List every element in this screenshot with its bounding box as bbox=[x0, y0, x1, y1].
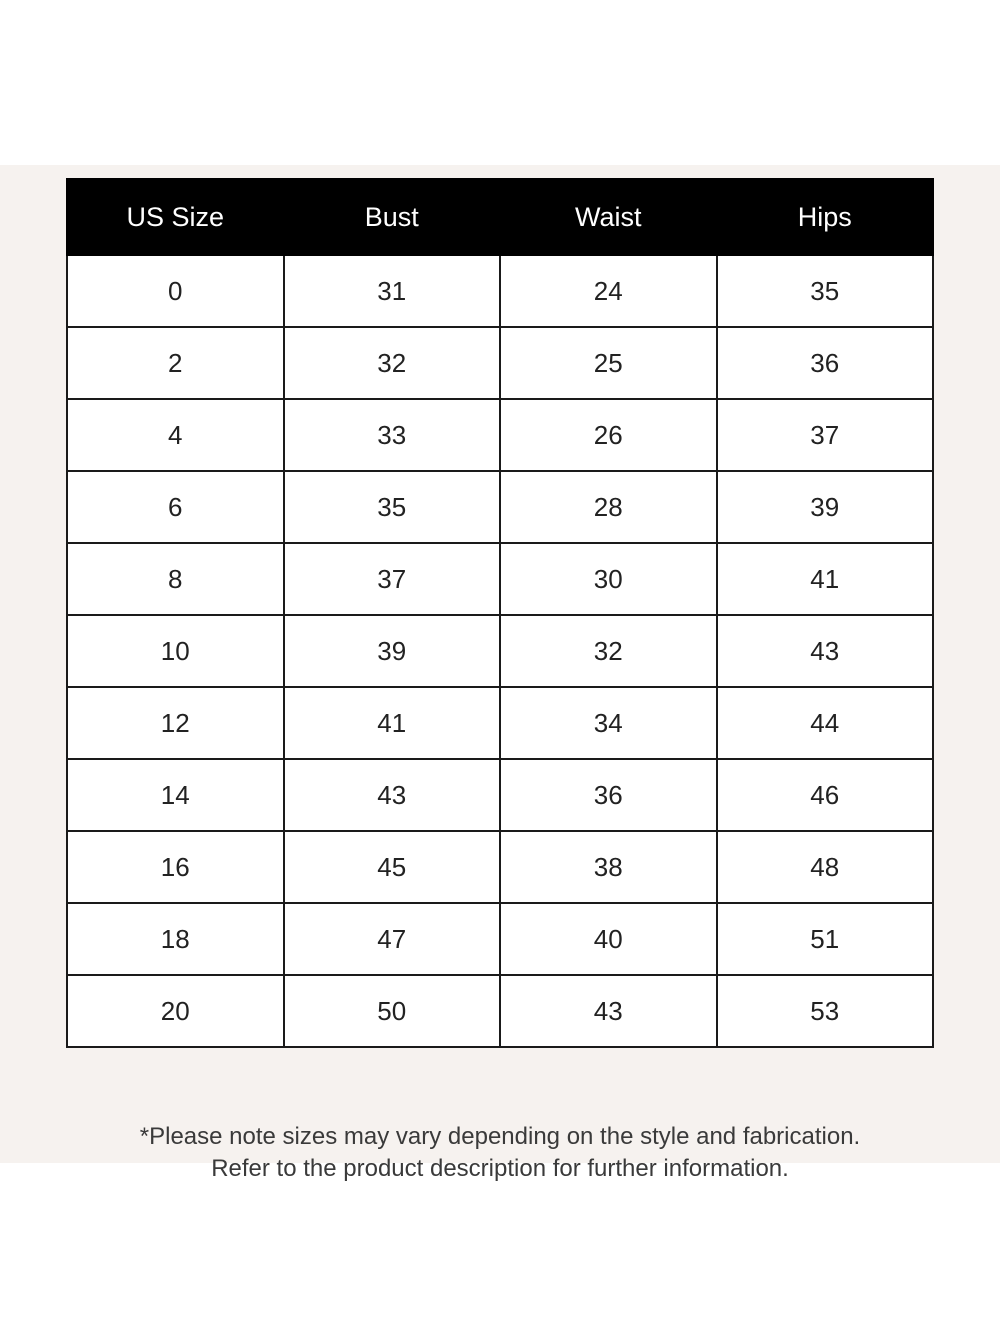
table-row bbox=[67, 759, 933, 831]
cell-hips: 37 bbox=[717, 399, 934, 471]
cell-us-size: 8 bbox=[67, 543, 284, 615]
cell-bust: 39 bbox=[284, 615, 501, 687]
header-us-size: US Size bbox=[67, 179, 284, 255]
cell-hips: 43 bbox=[717, 615, 934, 687]
cell-waist: 34 bbox=[500, 687, 717, 759]
header-waist: Waist bbox=[500, 179, 717, 255]
cell-bust: 31 bbox=[284, 255, 501, 327]
cell-hips: 44 bbox=[717, 687, 934, 759]
size-note-continued: Refer to the product description for further information. bbox=[211, 1155, 789, 1182]
cell-us-size: 16 bbox=[67, 831, 284, 903]
table-row bbox=[67, 687, 933, 759]
cell-waist: 28 bbox=[500, 471, 717, 543]
cell-waist: 26 bbox=[500, 399, 717, 471]
cell-waist: 36 bbox=[500, 759, 717, 831]
size-note: *Please note sizes may vary depending on the style and fabrication. bbox=[139, 1123, 861, 1150]
cell-bust: 50 bbox=[284, 975, 501, 1047]
size-chart-panel bbox=[0, 165, 1000, 1182]
cell-us-size: 14 bbox=[67, 759, 284, 831]
cell-hips: 41 bbox=[717, 543, 934, 615]
cell-bust: 35 bbox=[284, 471, 501, 543]
cell-waist: 30 bbox=[500, 543, 717, 615]
table-header-row bbox=[67, 179, 933, 255]
table-row bbox=[67, 831, 933, 903]
cell-hips: 35 bbox=[717, 255, 934, 327]
table-body bbox=[67, 255, 933, 1047]
header-hips: Hips bbox=[717, 179, 934, 255]
cell-hips: 48 bbox=[717, 831, 934, 903]
cell-us-size: 10 bbox=[67, 615, 284, 687]
cell-hips: 39 bbox=[717, 471, 934, 543]
cell-hips: 53 bbox=[717, 975, 934, 1047]
cell-waist: 38 bbox=[500, 831, 717, 903]
size-chart-table bbox=[66, 178, 934, 1048]
cell-bust: 43 bbox=[284, 759, 501, 831]
header-bust: Bust bbox=[284, 179, 501, 255]
table-row bbox=[67, 903, 933, 975]
table-row bbox=[67, 471, 933, 543]
cell-us-size: 2 bbox=[67, 327, 284, 399]
cell-bust: 33 bbox=[284, 399, 501, 471]
cell-us-size: 4 bbox=[67, 399, 284, 471]
cell-waist: 40 bbox=[500, 903, 717, 975]
cell-bust: 47 bbox=[284, 903, 501, 975]
cell-hips: 51 bbox=[717, 903, 934, 975]
cell-waist: 43 bbox=[500, 975, 717, 1047]
cell-us-size: 20 bbox=[67, 975, 284, 1047]
cell-us-size: 0 bbox=[67, 255, 284, 327]
cell-waist: 32 bbox=[500, 615, 717, 687]
table-row bbox=[67, 255, 933, 327]
cell-hips: 36 bbox=[717, 327, 934, 399]
cell-bust: 41 bbox=[284, 687, 501, 759]
cell-hips: 46 bbox=[717, 759, 934, 831]
cell-waist: 24 bbox=[500, 255, 717, 327]
table-row bbox=[67, 327, 933, 399]
cell-us-size: 12 bbox=[67, 687, 284, 759]
cell-us-size: 6 bbox=[67, 471, 284, 543]
table-row bbox=[67, 399, 933, 471]
table-row bbox=[67, 615, 933, 687]
cell-bust: 45 bbox=[284, 831, 501, 903]
cell-waist: 25 bbox=[500, 327, 717, 399]
cell-bust: 32 bbox=[284, 327, 501, 399]
cell-bust: 37 bbox=[284, 543, 501, 615]
table-row bbox=[67, 975, 933, 1047]
cell-us-size: 18 bbox=[67, 903, 284, 975]
table-row bbox=[67, 543, 933, 615]
